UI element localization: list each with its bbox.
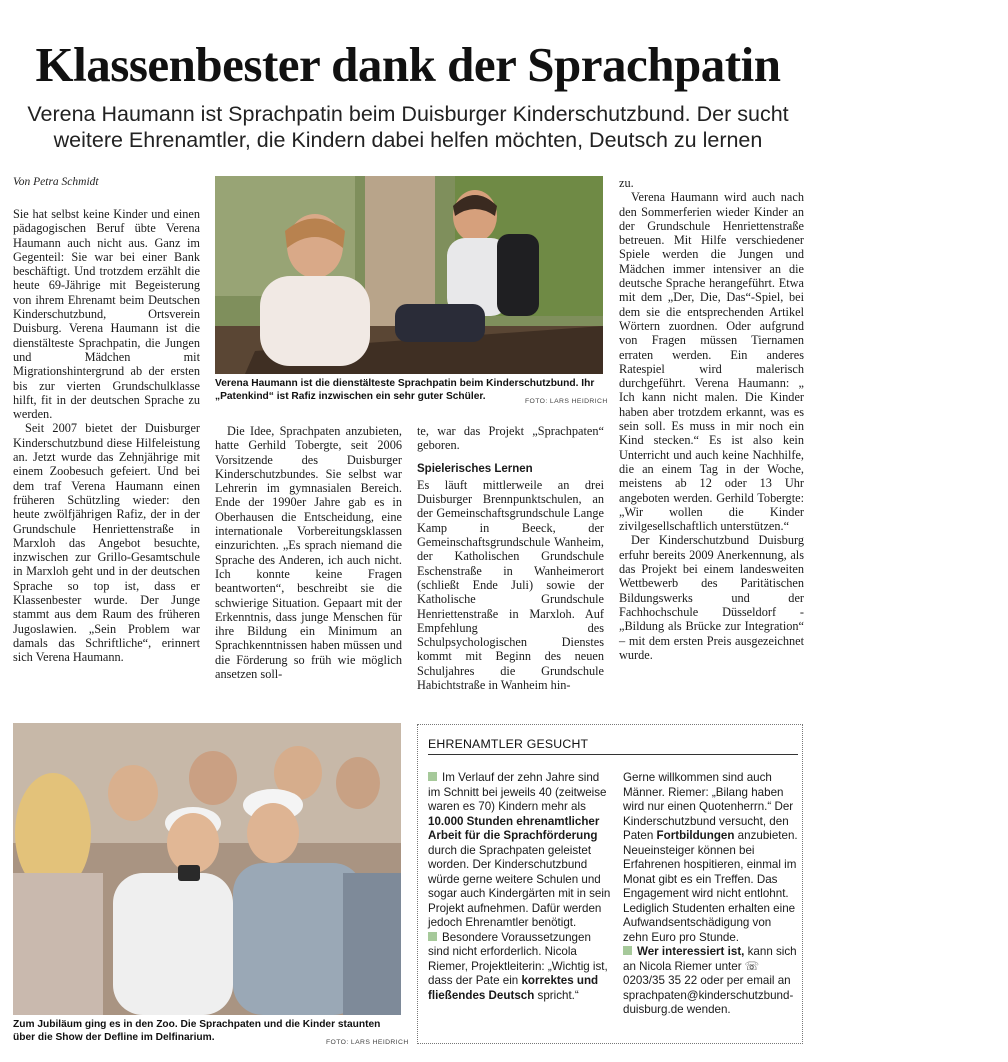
- info-right-paragraph-2: [623, 945, 798, 1018]
- info-text: Besondere Voraussetzungen sind nicht erforderlich. Nicola Riemer, Projektleiterin: „Wichtig ist, dass der Pate ein: [428, 930, 608, 987]
- col3-paragraph-2: Es läuft mittlerweile an drei Duisburger Brennpunktschulen, an der Gemeinschaftsgrundschule Lange Kamp in Beeck, der Gemeinschaftsgrundschule Wanheim, der Katholischen Grundschule Eschenstraße in Wanheimerort (schließt Ende Juli) sowie der Katholische Grundschule Henriettenstraße in Marxloh. Auf Empfehlung des Schulpsychologischen Dienstes kommt mit Beginn des neuen Schuljahres die Grundschule Habichtstraße in Wanheim hin-: [417, 477, 604, 693]
- col4-paragraph-1: Verena Haumann wird auch nach den Sommerferien wieder Kinder an der Grundschule Henriettenstraße betreuen. Mit Hilfe verschiedener Spiele werden die Jungen und Mädchen immer intensiver an die deutsche Sprache herangeführt. Etwa mit dem „Der, Die, Das“-Spiel, bei dem sie die entsprechenden Artikel Wörtern zuordnen. Oder aufgrund von Fragen müssen Tiernamen erraten werden. Ein anderes Ratespiel wird malerisch durchgeführt. Verena Haumann: „ Ich kann nicht malen. Die Kinder haben aber trotzdem erkannt, was es sein soll. Es muss in mir noch ein Kind stecken.“ Es ist also kein Unterricht und auch keine Nachhilfe, die an einem Tag in der Woche, meistens ab 12 oder 13 Uhr angeboten werden. Gerhild Tobergte: „Wir wollen die Kinder zivilgesellschaftlich unterstützen.“: [619, 190, 804, 534]
- article-column-1: [13, 207, 200, 665]
- info-box-title: EHRENAMTLER GESUCHT: [428, 737, 798, 755]
- info-bold-text: 10.000 Stunden ehrenamtlicher Arbeit für die Sprachförderung: [428, 814, 600, 842]
- photo1-caption: Verena Haumann ist die dienstälteste Sprachpatin beim Kinderschutzbund. Ihr „Patenkind“ ist Rafiz inzwischen ein sehr guter Schüler.: [215, 378, 595, 402]
- col2-paragraph-1: Die Idee, Sprachpaten anzubieten, hatte Gerhild Tobergte, seit 2006 Vorsitzende des Duisburger Kinderschutzbundes. Sie selbst war Lehrerin im gymnasialen Bereich. Ende der 1990er Jahre gab es in Oberhausen die Entscheidung, eine internationale Vorbereitungsklassen einzurichten. „Es sprach niemand die Sprache des Anderen, ich auch nicht. Ich konnte keine Fragen beantworten“, beschreibt sie die schwierige Situation. Gepaart mit der Erkenntnis, dass junge Menschen für ihre Bildung ein Minimum an Sprachkenntnissen haben müssen und die Förderung so früh wie möglich ansetzen soll-: [215, 424, 402, 682]
- photo-sprachpatin-illustration: [215, 176, 603, 374]
- article-column-4: [619, 176, 804, 662]
- subhead: Verena Haumann ist Sprachpatin beim Duisburger Kinderschutzbund. Der sucht weitere Ehrenamtler, die Kindern dabei helfen möchten, Deutsch zu lernen: [27, 102, 789, 152]
- photo2-caption: Zum Jubiläum ging es in den Zoo. Die Sprachpaten und die Kinder staunten über die Show der Defline im Delfinarium.: [13, 1019, 381, 1043]
- col1-paragraph-1: Sie hat selbst keine Kinder und einen pädagogischen Beruf übte Verena Haumann auch nicht aus. Ganz im Gegenteil: Sie war bei einer Bank beschäftigt. Und trotzdem erzählt die heute 69-Jährige mit Begeisterung von ihrem Ehrenamt beim Deutschen Kinderschutzbund, Ortsverein Duisburg. Verena Haumann ist die dienstälteste Sprachpatin, die Jungen und Mädchen mit Migrationshintergrund ab der ersten bis zur vierten Grundschulklasse hilft, fit in der deutschen Sprache zu werden.: [13, 207, 200, 422]
- info-box-ehrenamtler-gesucht: [417, 724, 803, 1044]
- info-text: anzubieten. Neueinsteiger können bei Erfahrenen hospitieren, einmal im Monat gibt es ein Treffen. Das Engagement wird nicht entlohnt. Lediglich Studenten erhalten eine Aufwandsentschädigung von zehn Euro pro Stunde.: [623, 829, 798, 944]
- info-box-left-column: [428, 771, 613, 1003]
- byline: Von Petra Schmidt: [13, 176, 99, 188]
- info-text: Im Verlauf der zehn Jahre sind im Schnitt bei jeweils 40 (zeitweise waren es 70) Kindern mehr als: [428, 771, 607, 813]
- photo2-credit: FOTO: LARS HEIDRICH: [326, 1039, 409, 1046]
- info-bold-text: Wer interessiert ist,: [637, 945, 745, 958]
- info-bold-text: Fortbildungen: [656, 829, 735, 842]
- col4-paragraph-0: zu.: [619, 176, 634, 190]
- article-column-2: [215, 424, 402, 681]
- info-left-paragraph-1: [428, 771, 613, 931]
- col3-paragraph-1: te, war das Projekt „Sprachpaten“ geboren.: [417, 424, 604, 453]
- green-square-bullet-icon: [428, 772, 437, 781]
- green-square-bullet-icon: [428, 932, 437, 941]
- info-text: durch die Sprachpaten geleistet worden. Der Kinderschutzbund würde gerne weitere Schulen und sogar auch Kindergärten mit in sein Projekt aufnehmen. Dafür werden jedoch Ehrenamtler benötigt.: [428, 843, 611, 929]
- headline: Klassenbester dank der Sprachpatin: [35, 37, 781, 92]
- section-heading-spielerisches-lernen: Spielerisches Lernen: [417, 462, 533, 475]
- info-text: Gerne willkommen sind auch Männer. Riemer: „Bilang haben wird nur einen Quotenherrn.“ Der Kinderschutzbund versucht, den Paten: [623, 771, 794, 842]
- info-text: kann sich an Nicola Riemer unter ☏ 0203/35 35 22 oder per email an sprachpaten@kinderschutzbund-duisburg.de wenden.: [623, 945, 797, 1016]
- col1-paragraph-2: Seit 2007 bietet der Duisburger Kinderschutzbund diese Hilfeleistung an. Jetzt wurde das Zehnjährige mit einem Zoobesuch gefeiert. Und bei dem traf Verena Haumann einen früheren Schützling wieder: den heute zwölfjährigen Rafiz, der in der Grundschule Henriettenstraße in Marxloh das Angebot besuchte, inzwischen zur Grillo-Gesamtschule in Marxloh geht und in der deutschen Sprache so top ist, dass er Klassenbester wurde. Der Junge stammt aus dem Raum des früheren Jugoslawien. „Sein Problem war damals das Schriftliche“, erinnert sich Verena Haumann.: [13, 421, 200, 665]
- photo-sprachpatin-with-boy: [215, 176, 603, 374]
- photo1-credit: FOTO: LARS HEIDRICH: [525, 398, 608, 405]
- info-left-paragraph-2: [428, 931, 613, 1004]
- green-square-bullet-icon: [623, 946, 632, 955]
- photo-zoo-illustration: [13, 723, 401, 1015]
- info-text: spricht.“: [534, 988, 579, 1002]
- article-column-3: [417, 424, 604, 692]
- col4-paragraph-2: Der Kinderschutzbund Duisburg erfuhr bereits 2009 Anerkennung, als das Projekt bei einem landesweiten Wettbewerb des Paritätischen Bildungswerks und der Fachhochschule Düsseldorf - „Bildung als Brücke zur Integration“ – mit dem ersten Preis ausgezeichnet wurde.: [619, 533, 804, 662]
- info-bold-text: korrektes und fließendes Deutsch: [428, 974, 599, 1002]
- photo-children-at-zoo: [13, 723, 401, 1015]
- info-right-paragraph-1: [623, 771, 798, 945]
- info-box-right-column: [623, 771, 798, 1018]
